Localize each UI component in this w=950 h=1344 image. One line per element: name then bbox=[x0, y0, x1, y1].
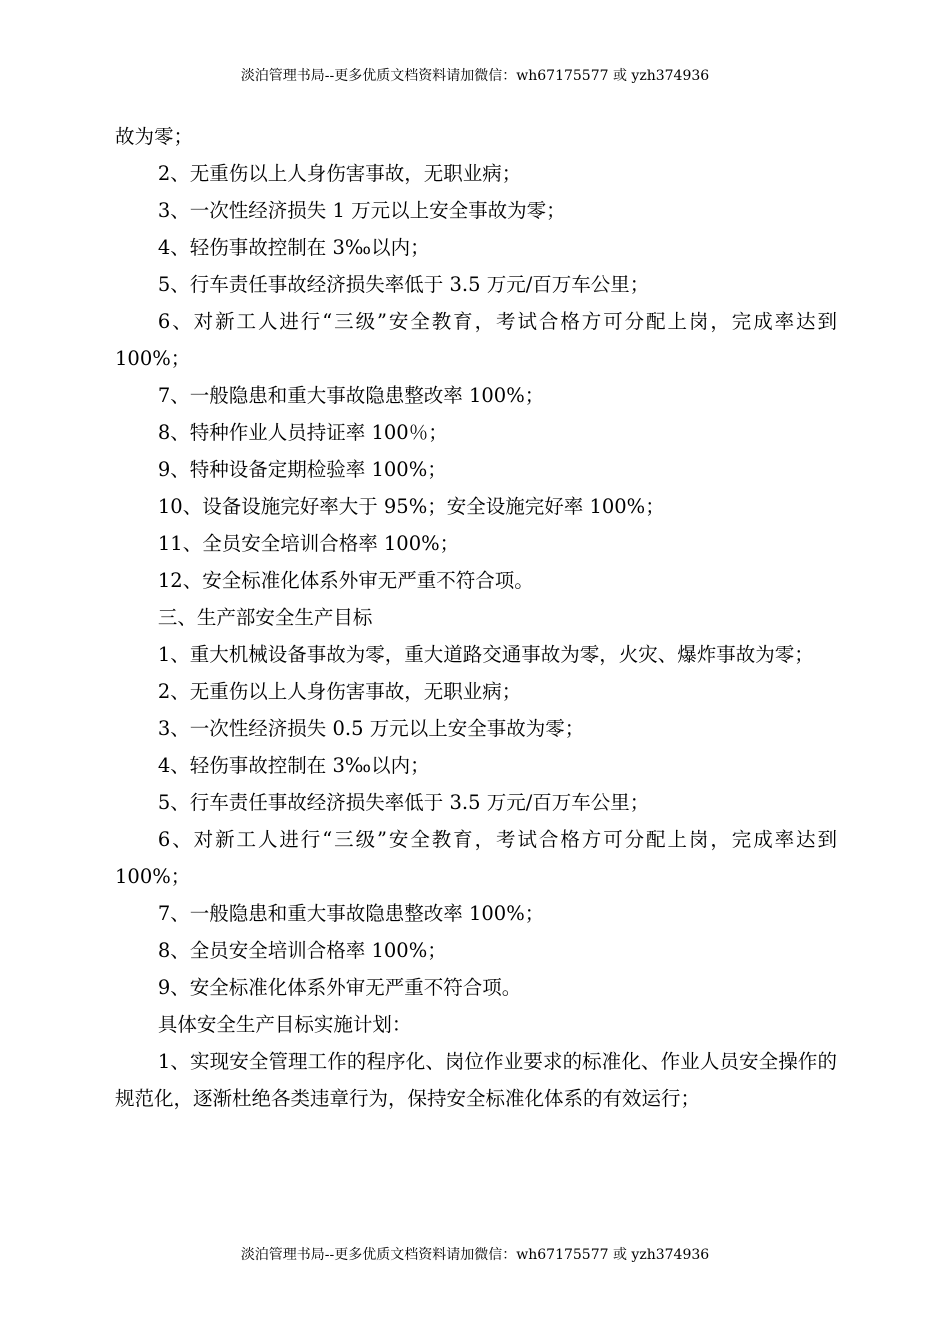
document-body bbox=[115, 118, 837, 1117]
paragraph: 7、一般隐患和重大事故隐患整改率 100%； bbox=[157, 902, 545, 925]
paragraph: 8、特种作业人员持证率 100％； bbox=[157, 421, 448, 444]
paragraph: 2、无重伤以上人身伤害事故，无职业病； bbox=[157, 680, 522, 703]
paragraph: 6、对新工人进行“三级”安全教育，考试合格方可分配上岗，完成率达到 100%； bbox=[115, 310, 837, 370]
paragraph: 5、行车责任事故经济损失率低于 3.5 万元/百万车公里； bbox=[157, 273, 650, 296]
paragraph: 11、全员安全培训合格率 100%； bbox=[157, 532, 460, 555]
paragraph: 9、安全标准化体系外审无严重不符合项。 bbox=[157, 976, 522, 999]
paragraph: 故为零； bbox=[115, 125, 194, 148]
paragraph: 3、一次性经济损失 0.5 万元以上安全事故为零； bbox=[157, 717, 585, 740]
paragraph: 5、行车责任事故经济损失率低于 3.5 万元/百万车公里； bbox=[157, 791, 650, 814]
paragraph: 1、实现安全管理工作的程序化、岗位作业要求的标准化、作业人员安全操作的规范化，逐渐杜绝各类违章行为，保持安全标准化体系的有效运行； bbox=[115, 1050, 837, 1110]
paragraph: 2、无重伤以上人身伤害事故，无职业病； bbox=[157, 162, 522, 185]
paragraph: 7、一般隐患和重大事故隐患整改率 100%； bbox=[157, 384, 545, 407]
page-header: 淡泊管理书局--更多优质文档资料请加微信：wh67175577 或 yzh374936 bbox=[240, 68, 710, 84]
paragraph: 9、特种设备定期检验率 100%； bbox=[157, 458, 447, 481]
paragraph: 8、全员安全培训合格率 100%； bbox=[157, 939, 447, 962]
paragraph: 4、轻伤事故控制在 3‰以内； bbox=[157, 754, 430, 777]
paragraph: 12、安全标准化体系外审无严重不符合项。 bbox=[157, 569, 534, 592]
subsection-heading: 具体安全生产目标实施计划： bbox=[157, 1013, 412, 1036]
paragraph: 6、对新工人进行“三级”安全教育，考试合格方可分配上岗，完成率达到 100%； bbox=[115, 828, 837, 888]
paragraph: 3、一次性经济损失 1 万元以上安全事故为零； bbox=[157, 199, 566, 222]
page-footer: 淡泊管理书局--更多优质文档资料请加微信：wh67175577 或 yzh374936 bbox=[240, 1247, 710, 1263]
paragraph: 4、轻伤事故控制在 3‰以内； bbox=[157, 236, 430, 259]
paragraph: 1、重大机械设备事故为零，重大道路交通事故为零，火灾、爆炸事故为零； bbox=[157, 643, 814, 666]
paragraph: 10、设备设施完好率大于 95%；安全设施完好率 100%； bbox=[157, 495, 665, 518]
section-heading: 三、生产部安全生产目标 bbox=[157, 606, 373, 629]
